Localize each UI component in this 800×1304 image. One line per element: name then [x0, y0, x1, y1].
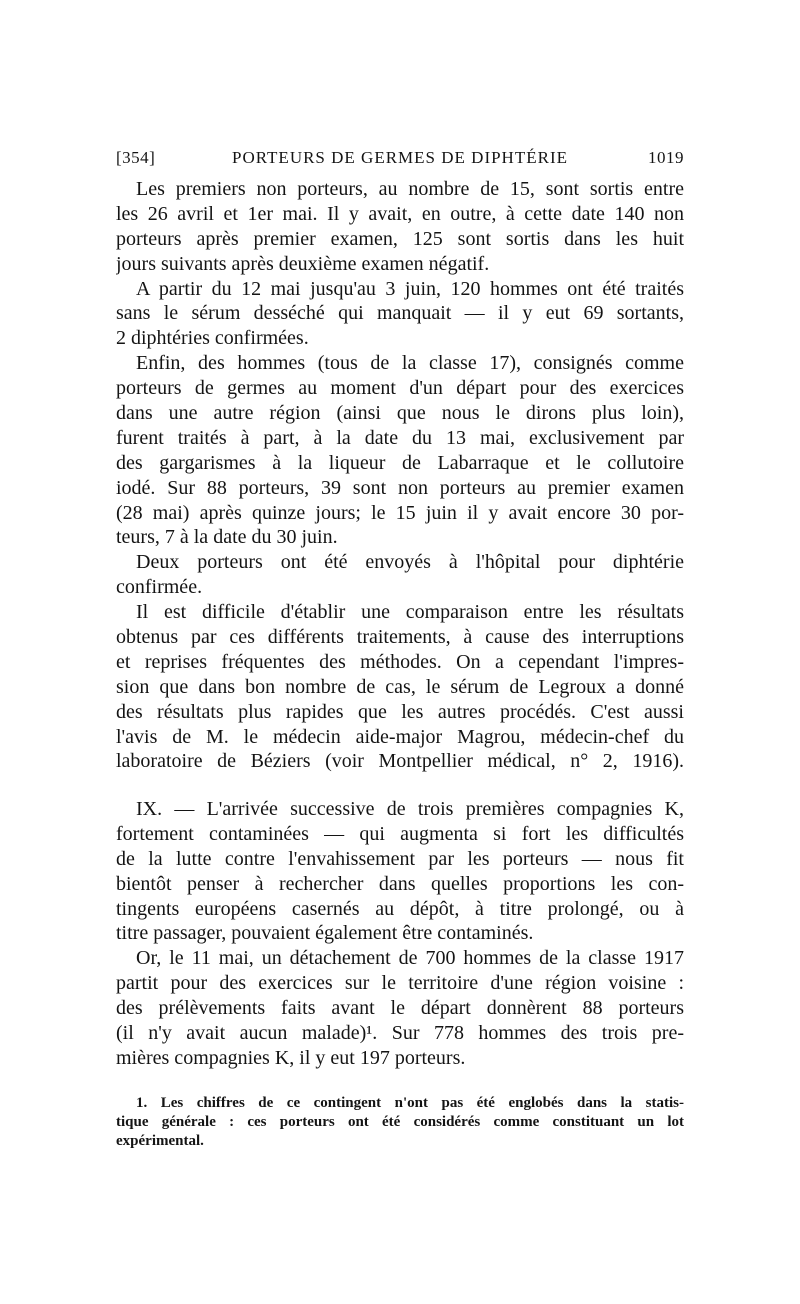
text-line: les 26 avril et 1er mai. Il y avait, en outre, à cette date 140 non — [116, 202, 684, 225]
text-line: bientôt penser à rechercher dans quelles proportions les con- — [116, 872, 684, 895]
text-line: partit pour des exercices sur le territoire d'une région voisine : — [116, 972, 684, 995]
text-line: confirmée. — [116, 576, 203, 599]
running-title: PORTEURS DE GERMES DE DIPHTÉRIE — [232, 148, 568, 167]
text-line: IX. — L'arrivée successive de trois premières compagnies K, — [136, 798, 684, 820]
text-line: dans une autre région (ainsi que nous le dirons plus loin), — [116, 402, 684, 425]
body-section-1 — [116, 177, 684, 774]
text-line: et reprises fréquentes des méthodes. On a cependant l'impres- — [116, 650, 684, 673]
footnote-line: 1. Les chiffres de ce contingent n'ont pas été englobés dans la statis- — [136, 1095, 684, 1111]
text-line: teurs, 7 à la date du 30 juin. — [116, 526, 338, 549]
text-line: de la lutte contre l'envahissement par les porteurs — nous fit — [116, 847, 684, 870]
page-reference: [354] — [116, 148, 156, 167]
text-line: tingents européens casernés au dépôt, à titre prolongé, ou à — [116, 897, 684, 920]
text-line: A partir du 12 mai jusqu'au 3 juin, 120 hommes ont été traités — [136, 277, 684, 300]
text-line: des prélèvements faits avant le départ donnèrent 88 porteurs — [116, 997, 684, 1020]
text-line: obtenus par ces différents traitements, à cause des interruptions — [116, 626, 684, 649]
text-line: sans le sérum desséché qui manquait — il y eut 69 sortants, — [116, 302, 684, 325]
text-line: jours suivants après deuxième examen négatif. — [116, 252, 490, 275]
body-section-2 — [116, 797, 684, 1071]
running-header — [116, 148, 684, 172]
text-line: fortement contaminées — qui augmenta si fort les difficultés — [116, 822, 684, 845]
footnote-line: expérimental. — [116, 1133, 204, 1149]
text-line: porteurs de germes au moment d'un départ pour des exercices — [116, 377, 684, 400]
text-line: des résultats plus rapides que les autres procédés. C'est aussi — [116, 700, 684, 723]
footnote — [116, 1094, 684, 1151]
text-line: Deux porteurs ont été envoyés à l'hôpital pour diphtérie — [136, 551, 684, 574]
text-line: 2 diphtéries confirmées. — [116, 327, 309, 350]
text-line: iodé. Sur 88 porteurs, 39 sont non porteurs au premier examen — [116, 476, 684, 499]
text-line: furent traités à part, à la date du 13 mai, exclusivement par — [116, 426, 684, 449]
text-line: porteurs après premier examen, 125 sont sortis dans les huit — [116, 227, 684, 250]
text-line: mières compagnies K, il y eut 197 porteurs. — [116, 1046, 466, 1069]
footnote-line: tique générale : ces porteurs ont été considérés comme constituant un lot — [116, 1114, 684, 1130]
text-line: Les premiers non porteurs, au nombre de 15, sont sortis entre — [136, 178, 684, 200]
text-line: sion que dans bon nombre de cas, le sérum de Legroux a donné — [116, 675, 684, 698]
text-line: l'avis de M. le médecin aide-major Magrou, médecin-chef du — [116, 725, 684, 748]
text-line: Or, le 11 mai, un détachement de 700 hommes de la classe 1917 — [136, 947, 684, 970]
text-line: titre passager, pouvaient également être contaminés. — [116, 922, 534, 945]
text-line: Enfin, des hommes (tous de la classe 17), consignés comme — [136, 352, 684, 375]
text-line: des gargarismes à la liqueur de Labarraque et le collutoire — [116, 451, 684, 474]
text-line: (28 mai) après quinze jours; le 15 juin il y avait encore 30 por- — [116, 501, 684, 524]
page-number: 1019 — [648, 148, 684, 167]
text-line: Il est difficile d'établir une comparaison entre les résultats — [136, 601, 684, 624]
text-line: laboratoire de Béziers (voir Montpellier médical, n° 2, 1916). — [116, 750, 684, 773]
text-line: (il n'y avait aucun malade)¹. Sur 778 hommes des trois pre- — [116, 1022, 684, 1045]
